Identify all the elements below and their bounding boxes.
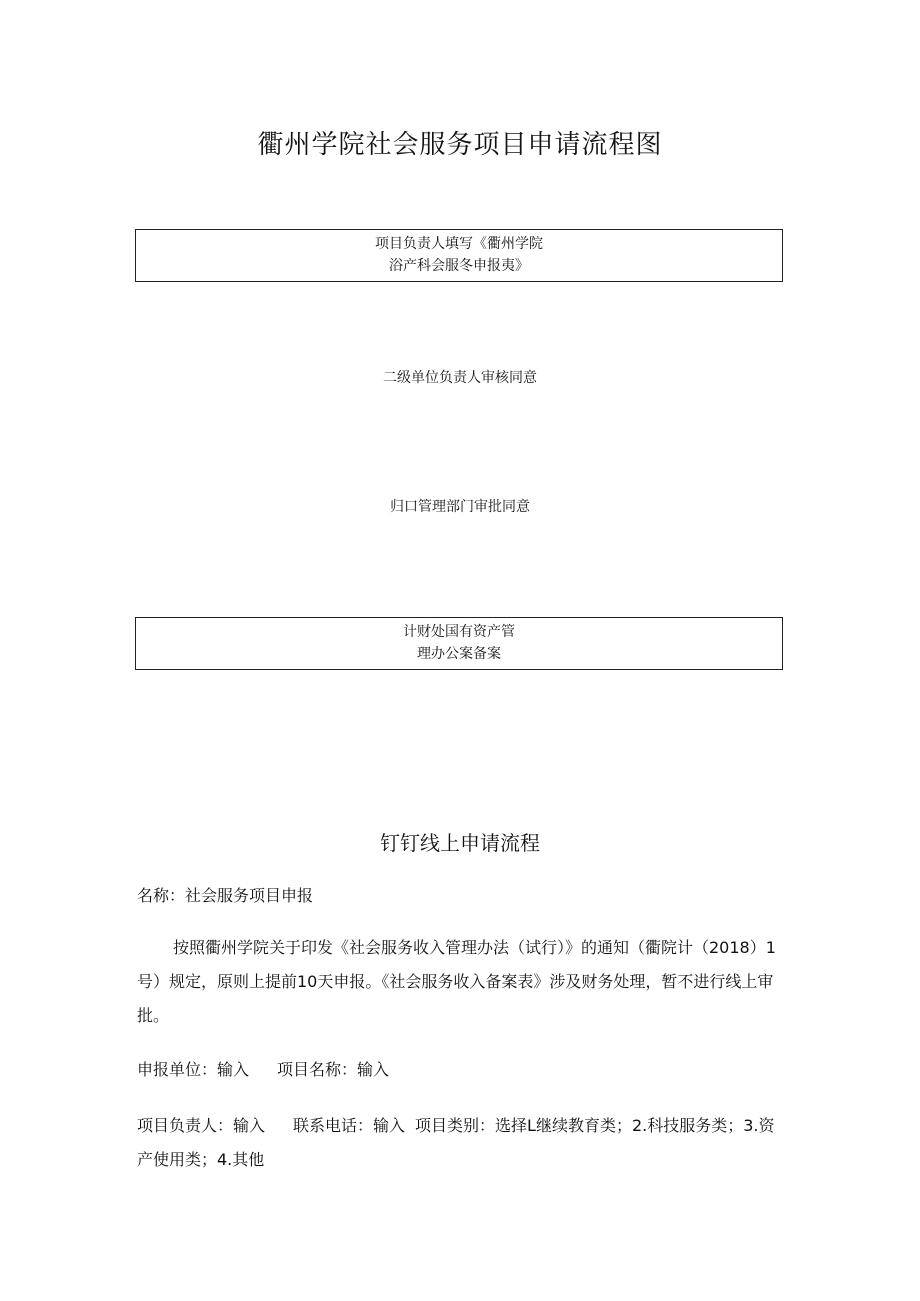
flow-step-finance-line1: 计财处国有资产管 <box>403 624 515 640</box>
name-line: 名称：社会服务项目申报 <box>137 886 314 905</box>
field-category: 项目类别：选择L继续教育类；2.科技服务类；3.资产使用类；4.其他 <box>137 1116 775 1169</box>
document-title: 衢州学院社会服务项目申请流程图 <box>257 130 663 160</box>
fields-row-2 <box>137 1109 787 1177</box>
flow-step-apply-line2: 浴产科会服冬申报夷》 <box>389 258 529 274</box>
flow-step-apply-box <box>135 229 783 282</box>
fields-row-1 <box>137 1056 787 1084</box>
field-leader: 项目负责人：输入 <box>137 1116 266 1135</box>
flow-step-dept-approval: 归口管理部门审批同意 <box>390 499 530 515</box>
flow-step-unit-review: 二级单位负责人审核同意 <box>383 370 537 386</box>
flow-step-finance-box <box>135 617 783 670</box>
flow-step-apply-line1: 项目负责人填写《衢州学院 <box>375 236 543 252</box>
field-project-name: 项目名称：输入 <box>277 1060 390 1079</box>
field-unit: 申报单位：输入 <box>137 1060 250 1079</box>
section-title: 钉钉线上申请流程 <box>380 831 540 855</box>
flow-step-finance-line2: 理办公案备案 <box>417 646 501 662</box>
field-phone: 联系电话：输入 <box>293 1116 406 1135</box>
intro-paragraph: 按照衢州学院关于印发《社会服务收入管理办法（试行）》的通知（衢院计（2018）1号）规定，原则上提前10天申报。《社会服务收入备案表》涉及财务处理，暂不进行线上审批。 <box>137 938 776 1025</box>
